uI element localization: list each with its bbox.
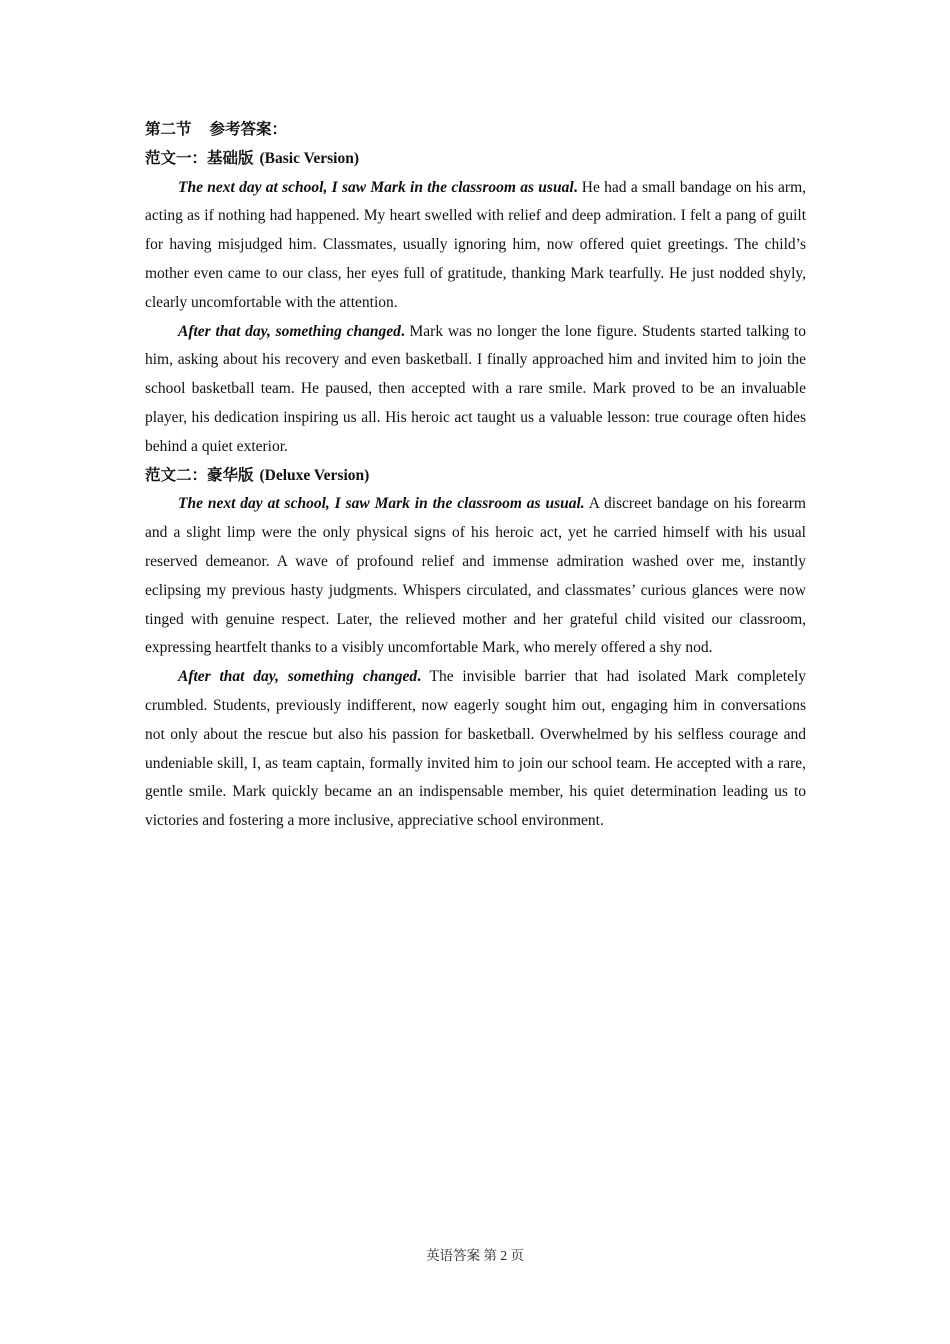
paragraph-lead: After that day, something changed	[178, 322, 401, 340]
paragraph-lead: The next day at school, I saw Mark in the classroom as usual	[178, 178, 574, 196]
paragraph-lead: After that day, something changed	[178, 668, 418, 686]
lead-punctuation: .	[417, 668, 421, 686]
paragraph-body: He had a small bandage on his arm, acting as if nothing had happened. My heart swelled with relief and deep admiration. I felt a pang of guilt for having misjudged him. Classmates, usually ignoring him, now offered quiet greetings. The child’s mother even came to our class, her eyes full of gratitude, thanking Mark tearfully. He just nodded shyly, clearly uncomfortable with the attention.	[145, 178, 806, 311]
deluxe-paragraph-2	[145, 663, 806, 836]
version-heading-deluxe	[145, 462, 806, 491]
footer-prefix: 英语答案 第	[426, 1248, 497, 1263]
section-title: 第二节	[145, 121, 192, 138]
lead-punctuation: .	[573, 178, 578, 196]
lead-punctuation: .	[400, 322, 405, 340]
version-name: (Deluxe Version)	[259, 466, 370, 484]
version-label: 范文二：豪华版	[145, 466, 254, 484]
basic-paragraph-1	[145, 174, 806, 318]
version-name: (Basic Version)	[259, 149, 359, 167]
paragraph-body: The invisible barrier that had isolated Mark completely crumbled. Students, previously indifferent, now eagerly sought him out, engaging him in conversations not only about the rescue but also his passion for basketball. Overwhelmed by his selfless courage and undeniable skill, I, as team captain, formally invited him to join our school team. He accepted with a rare, gentle smile. Mark quickly became an an indispensable member, his quiet determination leading us to victories and fostering a more inclusive, appreciative school environment.	[145, 668, 807, 830]
section-subtitle: 参考答案：	[209, 121, 288, 138]
version-label: 范文一：基础版	[145, 149, 254, 167]
paragraph-lead: The next day at school, I saw Mark in the classroom as usual.	[178, 495, 585, 513]
section-heading	[145, 116, 806, 145]
deluxe-paragraph-1	[145, 490, 806, 663]
document-body	[145, 116, 806, 836]
basic-paragraph-2	[145, 318, 806, 462]
paragraph-body: A discreet bandage on his forearm and a slight limp were the only physical signs of his heroic act, yet he carried himself with his usual reserved demeanor. A wave of profound relief and immense admiration washed over me, instantly eclipsing my previous hasty judgments. Whispers circulated, and classmates’ curious glances were now tinged with genuine respect. Later, the relieved mother and her grateful child visited our classroom, expressing heartfelt thanks to a visibly uncomfortable Mark, who merely offered a shy nod.	[145, 495, 806, 657]
paragraph-body: Mark was no longer the lone figure. Students started talking to him, asking about his recovery and even basketball. I finally approached him and invited him to join the school basketball team. He paused, then accepted with a rare smile. Mark proved to be an invaluable player, his dedication inspiring us all. His heroic act taught us a valuable lesson: true courage often hides behind a quiet exterior.	[145, 322, 806, 455]
version-heading-basic	[145, 145, 806, 174]
footer-suffix: 页	[510, 1248, 524, 1263]
page-number: 2	[500, 1248, 508, 1263]
page-footer	[0, 1244, 950, 1264]
